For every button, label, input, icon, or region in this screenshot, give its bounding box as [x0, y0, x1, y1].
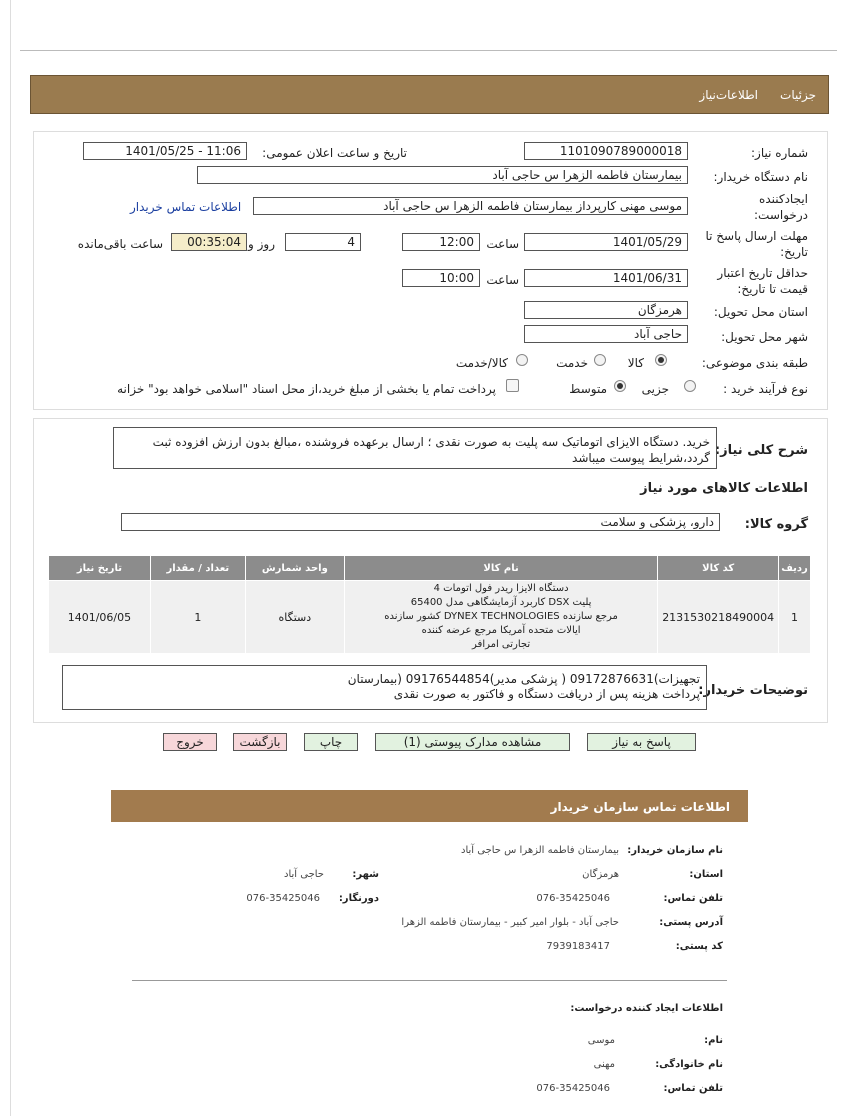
description-line-1: خرید. دستگاه الایزای اتوماتیک سه پلیت به صورت نقدی ؛ ارسال برعهده فروشنده ،مبالغ بدون ارزش افزوده ثبت: [152, 435, 710, 449]
city-label: شهر محل تحویل:: [721, 330, 808, 344]
buyer-org-field: بیمارستان فاطمه الزهرا س حاجی آباد: [197, 166, 688, 184]
creator-family-value: مهنی: [593, 1059, 615, 1070]
tab-details[interactable]: جزئیات: [780, 88, 816, 102]
col-header-index: ردیف: [779, 556, 811, 581]
province-field: هرمزگان: [524, 301, 688, 319]
contact-province-label: استان:: [689, 869, 723, 880]
contact-org-value: بیمارستان فاطمه الزهرا س حاجی آباد: [461, 845, 619, 856]
validity-label-2: قیمت تا تاریخ:: [737, 282, 808, 296]
buyer-contact-link[interactable]: اطلاعات تماس خریدار: [130, 200, 242, 214]
remaining-time-field: 00:35:04: [171, 233, 247, 251]
contact-postal-value: 7939183417: [546, 941, 610, 952]
treasury-payment-note: پرداخت تمام یا بخشی از مبلغ خرید،از محل اسناد "اسلامی خواهد بود" خزانه: [117, 382, 496, 396]
contact-address-label: آدرس پستی:: [659, 917, 723, 928]
contact-city-label: شهر:: [352, 869, 379, 880]
deadline-date-field: 1401/05/29: [524, 233, 688, 251]
process-option-minor: جزیی: [641, 382, 669, 396]
top-divider: [20, 50, 837, 51]
buyer-notes-line-2: پرداخت هزینه پس از دریافت دستگاه و فاکتور به صورت نقدی: [393, 687, 700, 701]
creator-family-label: نام خانوادگی:: [655, 1059, 723, 1070]
process-radio-medium[interactable]: [614, 380, 626, 392]
page-left-border: [10, 0, 11, 1116]
creator-phone-value: 076-35425046: [536, 1083, 610, 1094]
cell-code: 2131530218490004: [658, 581, 779, 654]
cell-qty: 1: [150, 581, 245, 654]
tab-need-info[interactable]: اطلاعات‌نیاز: [699, 88, 758, 102]
category-radio-goods[interactable]: [655, 354, 667, 366]
validity-time-field: 10:00: [402, 269, 480, 287]
items-table: [48, 555, 811, 654]
contact-phone-label: تلفن تماس:: [663, 893, 723, 904]
cell-name-line: تجارتی امرافر: [472, 639, 531, 650]
validity-label-1: حداقل تاریخ اعتبار: [717, 266, 808, 280]
view-attachments-button[interactable]: مشاهده مدارک پیوستی (1): [375, 733, 570, 751]
col-header-unit: واحد شمارش: [245, 556, 344, 581]
col-header-name: نام کالا: [344, 556, 657, 581]
contact-fax-label: دورنگار:: [338, 893, 379, 904]
contact-postal-label: کد پستی:: [675, 941, 723, 952]
contact-phone-value: 076-35425046: [536, 893, 610, 904]
description-label: شرح کلی نیاز:: [714, 443, 808, 458]
buyer-notes-label: توضیحات خریدار:: [698, 683, 808, 698]
process-option-medium: متوسط: [569, 382, 607, 396]
announce-datetime-field: 1401/05/25 - 11:06: [83, 142, 247, 160]
col-header-code: کد کالا: [658, 556, 779, 581]
category-radio-service[interactable]: [594, 354, 606, 366]
contact-divider: [132, 980, 727, 981]
process-radio-minor[interactable]: [684, 380, 696, 392]
treasury-payment-checkbox[interactable]: [506, 379, 519, 392]
reply-button[interactable]: پاسخ به نیاز: [587, 733, 696, 751]
tab-header-bar: [30, 75, 829, 114]
contact-city-value: حاجی آباد: [284, 869, 324, 880]
creator-field: موسی مهنی کارپرداز بیمارستان فاطمه الزهرا س حاجی آباد: [253, 197, 688, 215]
days-field: 4: [285, 233, 361, 251]
category-option-goods: کالا: [627, 356, 644, 370]
cell-unit: دستگاه: [245, 581, 344, 654]
contact-header-title: اطلاعات تماس سازمان خریدار: [550, 800, 730, 814]
buyer-org-label: نام دستگاه خریدار:: [713, 170, 808, 184]
creator-phone-label: تلفن تماس:: [663, 1083, 723, 1094]
city-field: حاجی آباد: [524, 325, 688, 343]
need-number-field: 1101090789000018: [524, 142, 688, 160]
creator-info-header: اطلاعات ایجاد کننده درخواست:: [570, 1003, 723, 1014]
cell-name-line: پلیت DSX کاربرد آزمایشگاهی مدل 65400: [410, 597, 592, 608]
cell-name: [344, 581, 657, 654]
contact-address-value: حاجی آباد - بلوار امیر کبیر - بیمارستان فاطمه الزهرا: [401, 917, 619, 928]
category-label: طبقه بندی موضوعی:: [701, 356, 808, 370]
deadline-label-1: مهلت ارسال پاسخ تا: [705, 229, 808, 243]
creator-name-label: نام:: [704, 1035, 723, 1046]
creator-label-2: درخواست:: [754, 208, 808, 222]
category-option-service: خدمت: [556, 356, 588, 370]
contact-header: [111, 790, 748, 822]
col-header-qty: تعداد / مقدار: [150, 556, 245, 581]
exit-button[interactable]: خروج: [163, 733, 217, 751]
province-label: استان محل تحویل:: [713, 305, 808, 319]
contact-province-value: هرمزگان: [582, 869, 619, 880]
description-box: [113, 427, 717, 469]
buyer-notes-box: [62, 665, 707, 710]
category-radio-goods-service[interactable]: [516, 354, 528, 366]
process-type-label: نوع فرآیند خرید :: [723, 382, 808, 396]
print-button[interactable]: چاپ: [304, 733, 358, 751]
table-row: [49, 581, 811, 654]
cell-name-line: مرجع سازنده DYNEX TECHNOLOGIES کشور سازنده: [384, 611, 618, 622]
description-line-2: گردد،شرایط پیوست میباشد: [572, 451, 710, 465]
remaining-label: ساعت باقی‌مانده: [77, 237, 163, 251]
cell-date: 1401/06/05: [49, 581, 151, 654]
announce-label: تاریخ و ساعت اعلان عمومی:: [262, 146, 407, 160]
deadline-time-label: ساعت: [486, 237, 519, 251]
contact-org-label: نام سازمان خریدار:: [627, 845, 723, 856]
deadline-time-field: 12:00: [402, 233, 480, 251]
goods-group-field: دارو، پزشکی و سلامت: [121, 513, 720, 531]
buyer-notes-line-1: تجهیزات)09172876631 ( پزشکی مدیر)09176544854 (بیمارستان: [347, 672, 700, 686]
validity-date-field: 1401/06/31: [524, 269, 688, 287]
items-section-title: اطلاعات کالاهای مورد نیاز: [640, 481, 808, 496]
category-option-goods-service: کالا/خدمت: [455, 356, 508, 370]
creator-name-value: موسی: [587, 1035, 615, 1046]
cell-name-line: دستگاه الایزا ریدر فول اتومات 4: [433, 583, 569, 594]
col-header-date: تاریخ نیاز: [49, 556, 151, 581]
cell-name-line: ایالات متحده آمریکا مرجع عرضه کننده: [421, 625, 581, 636]
creator-label-1: ایجادکننده: [759, 192, 808, 206]
deadline-label-2: تاریخ:: [780, 245, 808, 259]
days-label: روز و: [248, 237, 275, 251]
validity-time-label: ساعت: [486, 273, 519, 287]
back-button[interactable]: بازگشت: [233, 733, 287, 751]
need-number-label: شماره نیاز:: [751, 146, 808, 160]
goods-group-label: گروه کالا:: [744, 517, 808, 532]
contact-fax-value: 076-35425046: [246, 893, 320, 904]
cell-index: 1: [779, 581, 811, 654]
